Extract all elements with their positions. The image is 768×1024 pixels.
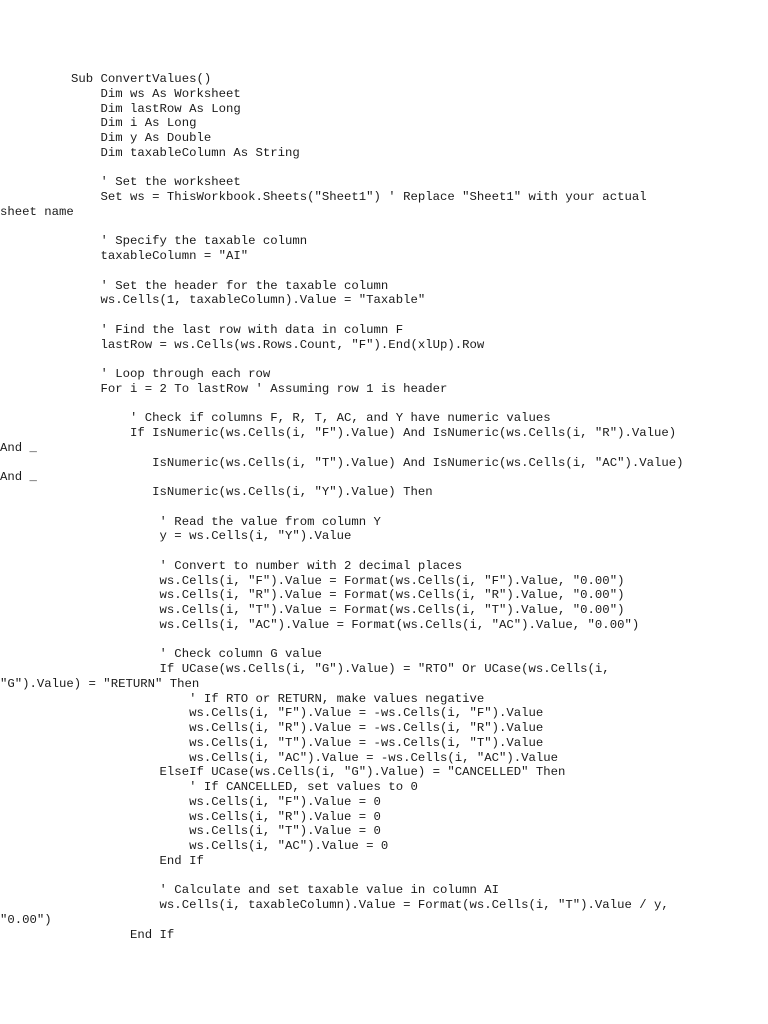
code-line: "0.00") <box>0 912 52 927</box>
code-line: ' Calculate and set taxable value in column AI <box>71 883 500 898</box>
code-line: ws.Cells(i, "R").Value = 0 <box>71 809 381 824</box>
blank-line <box>71 308 761 323</box>
code-line: ' If RTO or RETURN, make values negative <box>71 691 485 706</box>
code-line: IsNumeric(ws.Cells(i, "Y").Value) Then <box>71 485 433 499</box>
code-line: ElseIf UCase(ws.Cells(i, "G").Value) = "CANCELLED" Then <box>71 765 566 780</box>
code-line: Dim taxableColumn As String <box>71 145 300 160</box>
code-line: Dim y As Double <box>71 131 212 145</box>
code-block <box>0 72 761 942</box>
code-line: IsNumeric(ws.Cells(i, "T").Value) And IsNumeric(ws.Cells(i, "AC").Value) <box>71 455 684 470</box>
blank-line <box>71 869 761 884</box>
code-line: ' Read the value from column Y <box>71 514 381 529</box>
code-line: ' Check if columns F, R, T, AC, and Y have numeric values <box>71 411 551 426</box>
code-line: Dim lastRow As Long <box>71 101 241 116</box>
code-line: End If <box>71 853 204 868</box>
code-line: ' Loop through each row <box>71 367 271 381</box>
blank-line <box>71 161 761 176</box>
code-line: Dim i As Long <box>71 116 197 131</box>
code-line: ' Find the last row with data in column F <box>71 322 404 337</box>
code-line: ' Set the header for the taxable column <box>71 278 389 293</box>
code-line: ws.Cells(i, "F").Value = -ws.Cells(i, "F").Value <box>71 706 544 721</box>
code-line: ws.Cells(i, "F").Value = Format(ws.Cells(i, "F").Value, "0.00") <box>71 573 625 588</box>
blank-line <box>71 544 761 559</box>
code-line: For i = 2 To lastRow ' Assuming row 1 is header <box>71 381 448 396</box>
code-line: ws.Cells(i, "AC").Value = -ws.Cells(i, "AC").Value <box>71 750 559 765</box>
code-line: ' Check column G value <box>71 647 322 662</box>
code-line: ws.Cells(i, "T").Value = 0 <box>71 824 381 839</box>
code-line: ' Set the worksheet <box>71 175 241 190</box>
code-line: If UCase(ws.Cells(i, "G").Value) = "RTO" Or UCase(ws.Cells(i, <box>71 662 610 676</box>
blank-line <box>71 352 761 367</box>
code-line: ws.Cells(i, taxableColumn).Value = Format(ws.Cells(i, "T").Value / y, <box>71 898 669 912</box>
blank-line <box>71 264 761 279</box>
code-line: ws.Cells(i, "F").Value = 0 <box>71 794 381 809</box>
code-line: If IsNumeric(ws.Cells(i, "F").Value) And IsNumeric(ws.Cells(i, "R").Value) <box>71 426 677 440</box>
code-line: Set ws = ThisWorkbook.Sheets("Sheet1") ' Replace "Sheet1" with your actual <box>71 190 647 204</box>
code-line: And _ <box>0 440 37 455</box>
code-line: And _ <box>0 470 37 485</box>
code-line: ' Convert to number with 2 decimal places <box>71 558 463 573</box>
code-line: sheet name <box>0 204 74 219</box>
code-line: ws.Cells(i, "T").Value = -ws.Cells(i, "T").Value <box>71 735 544 750</box>
blank-line <box>71 397 761 412</box>
code-line: ' Specify the taxable column <box>71 234 308 249</box>
blank-line <box>71 500 761 515</box>
code-line: Dim ws As Worksheet <box>71 86 241 101</box>
code-line: ws.Cells(i, "AC").Value = Format(ws.Cells(i, "AC").Value, "0.00") <box>71 617 640 632</box>
code-line: ws.Cells(i, "R").Value = -ws.Cells(i, "R").Value <box>71 721 544 735</box>
code-line: lastRow = ws.Cells(ws.Rows.Count, "F").End(xlUp).Row <box>71 337 485 352</box>
code-line: ws.Cells(i, "T").Value = Format(ws.Cells(i, "T").Value, "0.00") <box>71 603 625 617</box>
code-line: y = ws.Cells(i, "Y").Value <box>71 529 352 544</box>
code-line: ws.Cells(1, taxableColumn).Value = "Taxable" <box>71 293 426 308</box>
code-line: ' If CANCELLED, set values to 0 <box>71 780 418 794</box>
code-line: taxableColumn = "AI" <box>71 249 249 263</box>
blank-line <box>71 220 761 235</box>
code-line: End If <box>71 927 175 942</box>
code-line: ws.Cells(i, "AC").Value = 0 <box>71 839 389 853</box>
code-line: "G").Value) = "RETURN" Then <box>0 676 200 691</box>
code-line: ws.Cells(i, "R").Value = Format(ws.Cells(i, "R").Value, "0.00") <box>71 588 625 603</box>
blank-line <box>71 633 761 648</box>
code-line: Sub ConvertValues() <box>71 72 212 86</box>
